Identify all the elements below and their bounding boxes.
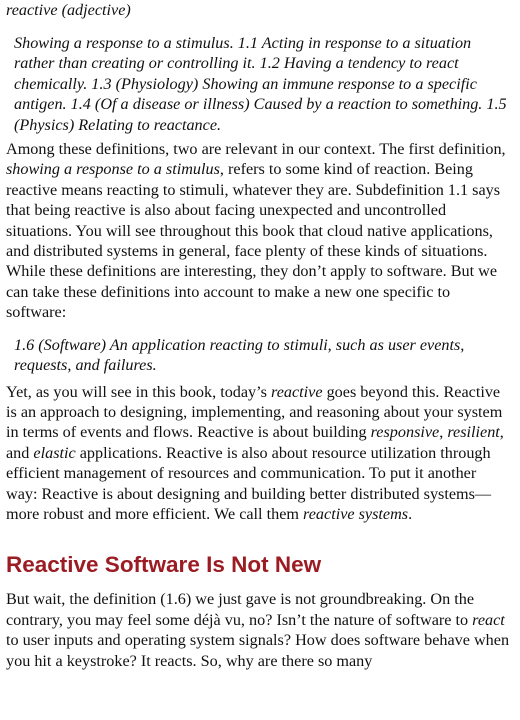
paragraph-text: , refers to some kind of reaction. Being reactive means reacting to stimuli, whatever they are. Subdefinition 1.1 says that being reactive is also about facing unexpected and uncontrolled situations. You will see throughout this book that cloud native applications, and distributed systems in general, face plenty of these kinds of situations. While these definitions are interesting, they don’t apply to software. But we can take these definitions into account to make a new one specific to software: <box>6 160 501 322</box>
emphasis-text: resilient <box>447 423 500 442</box>
emphasis-text: showing a response to a stimulus <box>6 160 220 179</box>
paragraph-text: goes beyond this. Reactive is an approach to designing, implementing, and reasoning about your system in terms of events and flows. Reactive is about building <box>6 382 503 442</box>
body-paragraph-reactive-systems <box>6 382 511 525</box>
software-definition: 1.6 (Software) An application reacting to stimuli, such as user events, requests, and failures. <box>14 335 465 375</box>
emphasis-text: react <box>472 610 505 629</box>
paragraph-text: , and <box>6 423 504 462</box>
paragraph-text: But wait, the definition (1.6) we just gave is not groundbreaking. On the contrary, you may feel some déjà vu, no? Isn’t the nature of software to <box>6 590 474 629</box>
paragraph-text: to user inputs and operating system signals? How does software behave when you hit a keystroke? It reacts. So, why are there so many <box>6 631 510 670</box>
paragraph-text: . <box>408 504 413 523</box>
emphasis-text: reactive <box>271 382 323 401</box>
dictionary-term: reactive (adjective) <box>6 1 131 19</box>
emphasis-text: reactive systems <box>303 504 409 523</box>
emphasis-text: responsive <box>370 423 440 442</box>
dictionary-definition: Showing a response to a stimulus. 1.1 Acting in response to a situation rather than creating or controlling it. 1.2 Having a tendency to react chemically. 1.3 (Physiology) Showing an immune response to a specific antigen. 1.4 (Of a disease or illness) Caused by a reaction to something. 1.5 (Physics) Relating to reactance. <box>14 34 507 134</box>
body-paragraph-definitions <box>6 139 511 323</box>
section-heading: Reactive Software Is Not New <box>6 552 322 578</box>
body-paragraph-not-new <box>6 589 511 671</box>
paragraph-text: Yet, as you will see in this book, today’s <box>6 382 271 401</box>
paragraph-text: applications. Reactive is also about resource utilization through efficient management of resources and communication. To put it another way: Reactive is about designing and building better distributed systems—more robust and more efficient. We call them <box>6 443 492 523</box>
emphasis-text: elastic <box>33 443 76 462</box>
paragraph-text: , <box>439 423 448 442</box>
paragraph-text: Among these definitions, two are relevant in our context. The first definition, <box>6 140 506 159</box>
book-page <box>6 0 511 671</box>
